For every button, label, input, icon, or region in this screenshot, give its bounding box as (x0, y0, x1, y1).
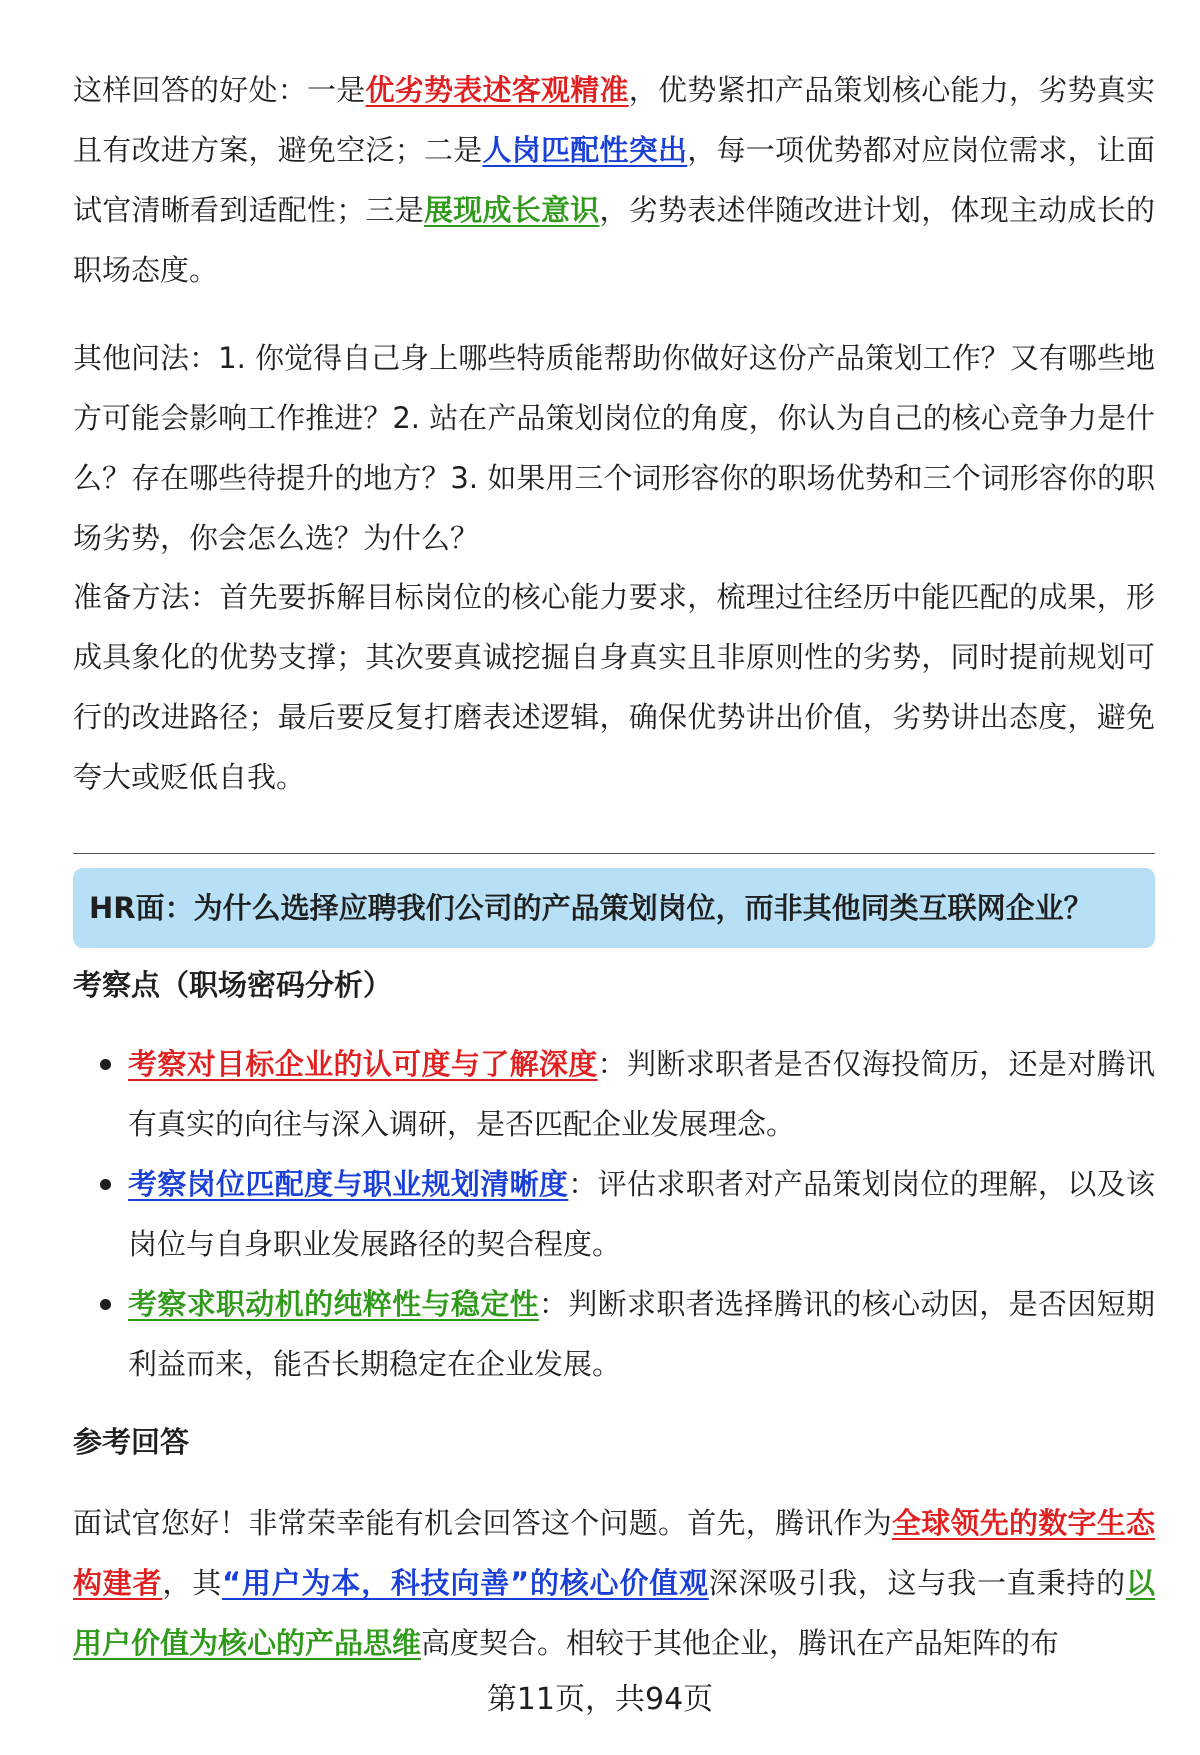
point-head: 考察对目标企业的认可度与了解深度 (128, 1047, 598, 1081)
highlight-red: 优劣势表述客观精准 (365, 73, 629, 107)
point-body: ：判断求职者选择腾讯的核心动因，是否因短期利益而来，能否长期稳定在企业发展。 (128, 1287, 1155, 1381)
point-body: ：评估求职者对产品策划岗位的理解，以及该岗位与自身职业发展路径的契合程度。 (128, 1167, 1155, 1261)
list-item (73, 1154, 1155, 1274)
point-head: 考察求职动机的纯粹性与稳定性 (128, 1287, 539, 1321)
text-run: 面试官您好！非常荣幸能有机会回答这个问题。首先，腾讯作为 (73, 1506, 892, 1540)
point-head: 考察岗位匹配度与职业规划清晰度 (128, 1167, 569, 1201)
text-run: 这样回答的好处：一是 (73, 73, 366, 107)
reference-answer-paragraph (73, 1493, 1155, 1673)
page-number: 第11页，共94页 (486, 1682, 714, 1717)
highlight-blue: 人岗匹配性突出 (482, 133, 688, 167)
bullet-icon (100, 1299, 111, 1310)
text-run: ，劣势表述伴随改进计划，体现主动成长的职场态度。 (73, 193, 1155, 287)
highlight-red: 全球领先的数字生态构建者 (73, 1506, 1155, 1600)
point-body: ：判断求职者是否仅海投简历，还是对腾讯有真实的向往与深入调研，是否匹配企业发展理念。 (128, 1047, 1155, 1141)
highlight-blue: “用户为本，科技向善”的核心价值观 (222, 1566, 709, 1600)
section-divider (73, 853, 1155, 854)
other-questions-paragraph: 其他问法：1. 你觉得自己身上哪些特质能帮助你做好这份产品策划工作？又有哪些地方可能会影响工作推进？2. 站在产品策划岗位的角度，你认为自己的核心竞争力是什么？存在哪些待提升的地方？3. 如果用三个词形容你的职场优势和三个词形容你的职场劣势，你会怎么选？为什么？ (73, 341, 1155, 555)
bullet-icon (100, 1179, 111, 1190)
reference-answer-heading: 参考回答 (73, 1425, 190, 1459)
assessment-list (73, 1034, 1155, 1394)
text-run: ，优势紧扣产品策划核心能力，劣势真实且有改进方案，避免空泛；二是 (73, 73, 1155, 167)
question-banner: HR面：为什么选择应聘我们公司的产品策划岗位，而非其他同类互联网企业？ (73, 868, 1155, 948)
bullet-icon (100, 1059, 111, 1070)
text-run: ，其 (162, 1566, 223, 1600)
highlight-green: 展现成长意识 (424, 193, 600, 227)
text-run: 高度契合。相较于其他企业，腾讯在产品矩阵的布 (421, 1626, 1060, 1660)
benefits-paragraph (73, 60, 1155, 300)
list-item (73, 1034, 1155, 1154)
assessment-heading: 考察点（职场密码分析） (73, 968, 393, 1002)
text-run: 深深吸引我，这与我一直秉持的 (708, 1566, 1126, 1600)
highlight-green: 以用户价值为核心的产品思维 (73, 1566, 1155, 1660)
preparation-paragraph: 准备方法：首先要拆解目标岗位的核心能力要求，梳理过往经历中能匹配的成果，形成具象化的优势支撑；其次要真诚挖掘自身真实且非原则性的劣势，同时提前规划可行的改进路径；最后要反复打磨表述逻辑，确保优势讲出价值，劣势讲出态度，避免夸大或贬低自我。 (73, 580, 1155, 794)
text-run: ，每一项优势都对应岗位需求，让面试官清晰看到适配性；三是 (73, 133, 1155, 227)
list-item (73, 1274, 1155, 1394)
